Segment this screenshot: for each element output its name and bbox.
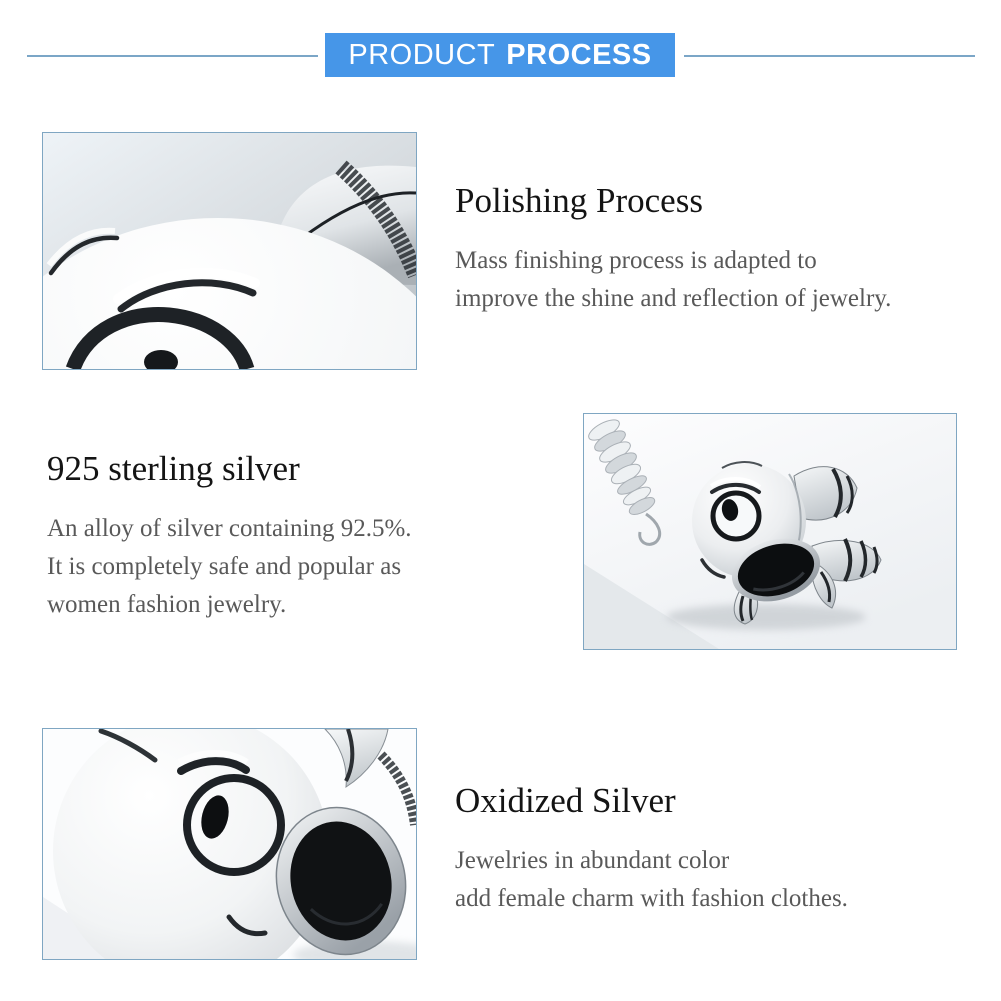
oxidized-fish-charm-face-closeup-photo xyxy=(42,728,417,960)
fish-shadow xyxy=(666,604,866,630)
polish-closeup-illustration xyxy=(43,133,416,369)
oxidized-heading: Oxidized Silver xyxy=(455,781,676,820)
product-process-banner xyxy=(325,33,675,77)
sterling-body: An alloy of silver containing 92.5%. It is completely safe and popular as women fashion jewelry. xyxy=(47,515,412,618)
oxidized-body: Jewelries in abundant color add female charm with fashion clothes. xyxy=(455,847,848,912)
polishing-heading: Polishing Process xyxy=(455,181,703,220)
header-rule-left xyxy=(27,55,318,57)
banner-product-label: PRODUCT xyxy=(348,38,496,71)
sterling-heading: 925 sterling silver xyxy=(47,449,300,488)
polishing-body: Mass finishing process is adapted to improve the shine and reflection of jewelry. xyxy=(455,247,892,312)
section-sterling-text xyxy=(47,448,567,624)
polished-silver-charm-closeup-photo xyxy=(42,132,417,370)
banner-process-label: PROCESS xyxy=(506,38,652,71)
section-oxidized-text xyxy=(455,780,1000,918)
header-rule-right xyxy=(684,55,975,57)
silver-fish-charm-photo xyxy=(583,413,957,650)
section-polishing-text xyxy=(455,180,1000,318)
fish-charm-illustration xyxy=(584,414,956,649)
fish-eye xyxy=(713,493,759,539)
fish-face-closeup-illustration xyxy=(43,729,416,959)
